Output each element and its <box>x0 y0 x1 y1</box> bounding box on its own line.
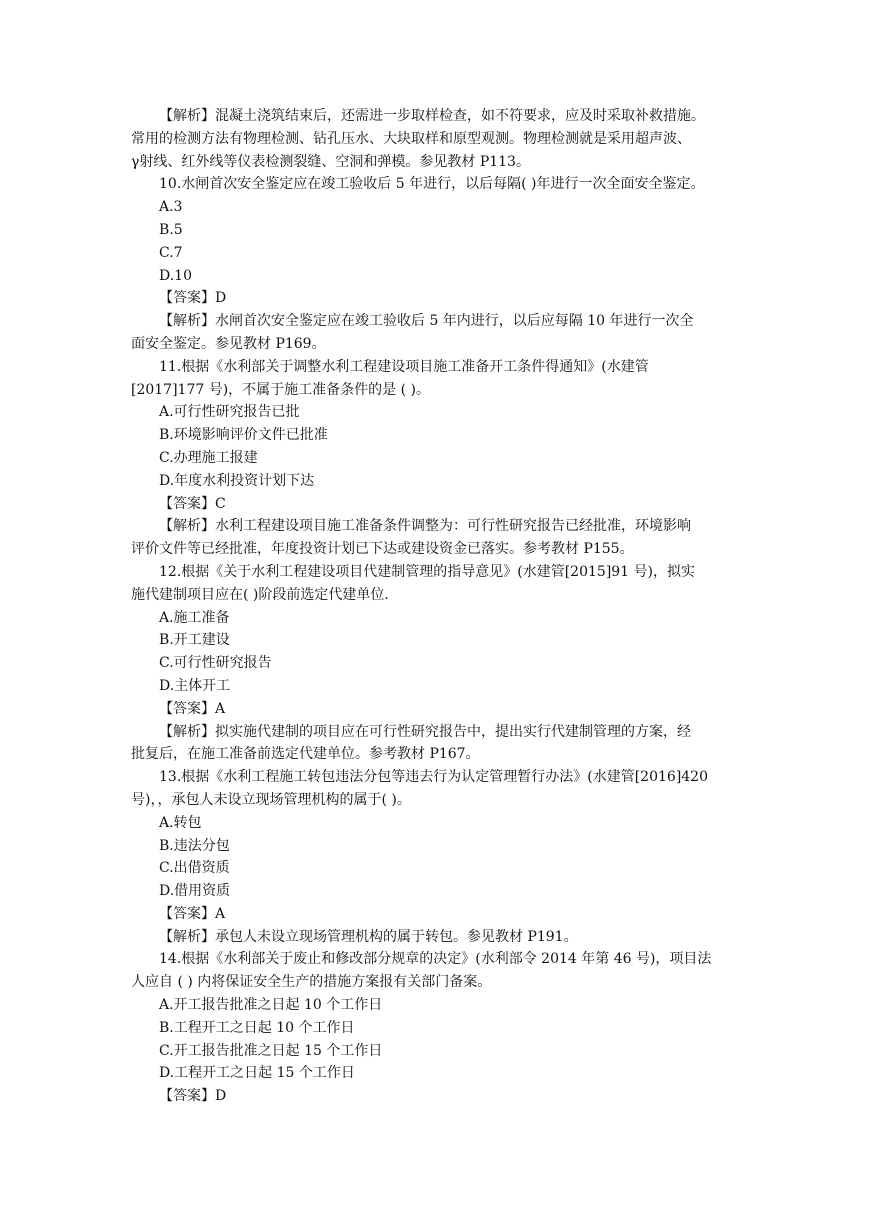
paragraph-continuation-line: 常用的检测方法有物理检测、钻孔压水、大块取样和原型观测。物理检测就是采用超声波、 <box>131 130 691 147</box>
answer-line: 【答案】D <box>159 1088 227 1105</box>
paragraph-line: 11.根据《水利部关于调整水利工程建设项目施工准备开工条件得通知》(水建管 <box>159 358 649 375</box>
answer-line: 【答案】A <box>159 700 226 717</box>
option-line: C.可行性研究报告 <box>159 655 272 672</box>
paragraph-continuation-line: 面安全鉴定。参见教材 P169。 <box>131 335 326 352</box>
paragraph-line: 【解析】混凝土浇筑结束后，还需进一步取样检查，如不符要求，应及时采取补救措施。 <box>159 108 705 124</box>
paragraph-continuation-line: 批复后，在施工准备前选定代建单位。参考教材 P167。 <box>131 746 480 763</box>
option-line: A.3 <box>159 199 183 216</box>
option-line: B.环境影响评价文件已批准 <box>159 427 328 444</box>
answer-line: 【答案】C <box>159 495 226 512</box>
paragraph-line: 12.根据《关于水利工程建设项目代建制管理的指导意见》(水建管[2015]91 号)，拟实 <box>159 563 696 580</box>
option-line: D.主体开工 <box>159 677 231 694</box>
option-line: C.开工报告批准之日起 15 个工作日 <box>159 1042 383 1059</box>
paragraph-continuation-line: γ射线、红外线等仪表检测裂缝、空洞和弹模。参见教材 P113。 <box>131 153 530 170</box>
paragraph-line: 10.水闸首次安全鉴定应在竣工验收后 5 年进行，以后每隔( )年进行一次全面安全鉴定。 <box>159 176 705 193</box>
paragraph-continuation-line: 施代建制项目应在( )阶段前选定代建单位. <box>131 586 389 603</box>
option-line: A.施工准备 <box>159 609 230 626</box>
paragraph-continuation-line: 评价文件等已经批准，年度投资计划已下达或建设资金已落实。参考教材 P155。 <box>131 541 634 558</box>
paragraph-line: 14.根据《水利部关于废止和修改部分规章的决定》(水利部令 2014 年第 46 号)，项目法 <box>159 951 712 968</box>
paragraph-line: 【解析】水闸首次安全鉴定应在竣工验收后 5 年内进行，以后应每隔 10 年进行一次全 <box>159 313 694 330</box>
option-line: C.出借资质 <box>159 860 230 877</box>
document-body <box>131 105 741 1108</box>
paragraph-line: 【解析】拟实施代建制的项目应在可行性研究报告中，提出实行代建制管理的方案，经 <box>159 723 691 740</box>
option-line: C.7 <box>159 244 183 261</box>
paragraph-continuation-line: 人应自 ( ) 内将保证安全生产的措施方案报有关部门备案。 <box>131 974 492 991</box>
paragraph-line: 【解析】承包人未设立现场管理机构的属于转包。参见教材 P191。 <box>159 928 578 945</box>
answer-line: 【答案】A <box>159 905 226 922</box>
paragraph-continuation-line: 号)，，承包人未设立现场管理机构的属于( )。 <box>131 791 411 808</box>
option-line: D.工程开工之日起 15 个工作日 <box>159 1065 355 1082</box>
option-line: B.违法分包 <box>159 837 230 854</box>
option-line: A.转包 <box>159 814 202 831</box>
option-line: D.年度水利投资计划下达 <box>159 472 315 489</box>
paragraph-continuation-line: [2017]177 号)，不属于施工准备条件的是 ( )。 <box>131 381 431 398</box>
option-line: A.开工报告批准之日起 10 个工作日 <box>159 997 383 1014</box>
answer-line: 【答案】D <box>159 290 227 307</box>
option-line: B.工程开工之日起 10 个工作日 <box>159 1019 355 1036</box>
paragraph-line: 13.根据《水利工程施工转包违法分包等违去行为认定管理暂行办法》(水建管[2016]420 <box>159 769 708 786</box>
option-line: B.开工建设 <box>159 632 230 649</box>
paragraph-line: 【解析】水利工程建设项目施工准备条件调整为：可行性研究报告已经批准，环境影响 <box>159 518 691 535</box>
option-line: D.借用资质 <box>159 883 231 900</box>
option-line: D.10 <box>159 267 192 284</box>
option-line: A.可行性研究报告已批 <box>159 404 300 421</box>
option-line: B.5 <box>159 221 183 238</box>
option-line: C.办理施工报建 <box>159 449 258 466</box>
